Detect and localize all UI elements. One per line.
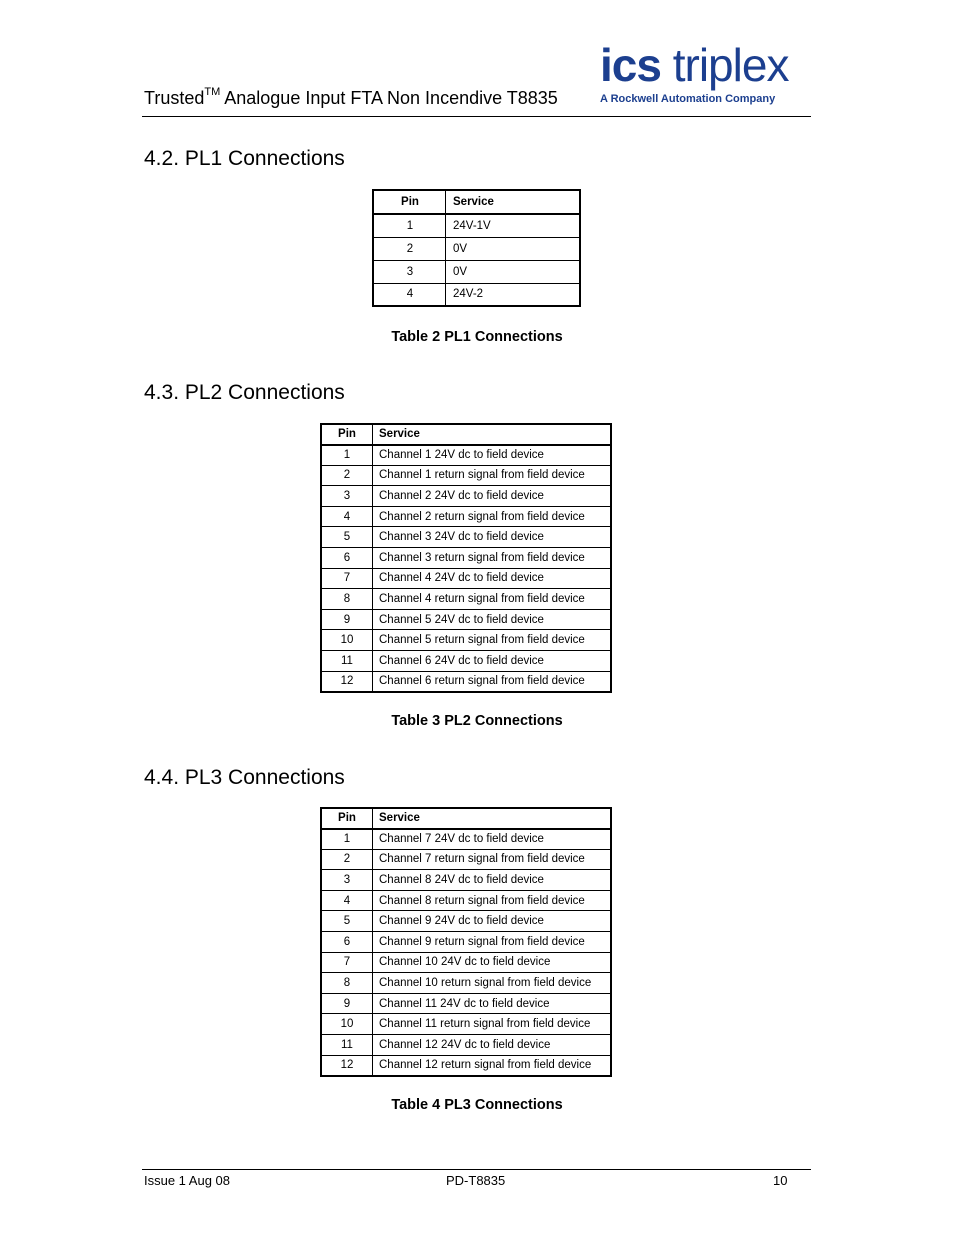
pin-cell: 3	[321, 486, 373, 507]
table-row	[321, 445, 611, 466]
header-divider	[142, 116, 811, 117]
service-cell: Channel 6 24V dc to field device	[373, 651, 612, 672]
logo-bold-text: ics	[600, 39, 661, 91]
table-row	[321, 1014, 611, 1035]
service-cell: Channel 7 24V dc to field device	[373, 829, 612, 850]
pin-cell: 2	[321, 465, 373, 486]
service-cell: Channel 8 24V dc to field device	[373, 870, 612, 891]
pin-cell: 4	[321, 890, 373, 911]
pin-cell: 8	[321, 589, 373, 610]
pin-cell: 1	[321, 445, 373, 466]
table-row	[321, 911, 611, 932]
table-caption-pl3: Table 4 PL3 Connections	[391, 1097, 563, 1113]
service-cell: Channel 12 24V dc to field device	[373, 1035, 612, 1056]
trademark-superscript: TM	[204, 86, 221, 98]
table-header-row	[321, 808, 611, 829]
pin-cell: 9	[321, 993, 373, 1014]
pl3-table-body	[321, 829, 611, 1076]
service-cell: 0V	[446, 237, 581, 260]
pin-cell: 12	[321, 671, 373, 692]
pin-cell: 12	[321, 1055, 373, 1076]
table-header-row	[321, 424, 611, 445]
column-header-pin: Pin	[321, 424, 373, 445]
table-row	[373, 283, 580, 306]
table-header-row	[373, 190, 580, 214]
company-logo	[600, 40, 812, 112]
pl3-connections-table	[320, 807, 612, 1077]
service-cell: Channel 9 24V dc to field device	[373, 911, 612, 932]
table-row	[321, 993, 611, 1014]
column-header-service: Service	[373, 424, 612, 445]
column-header-pin: Pin	[321, 808, 373, 829]
title-rest: Analogue Input FTA Non Incendive T8835	[220, 88, 558, 108]
pin-cell: 3	[321, 870, 373, 891]
footer-document-id: PD-T8835	[446, 1173, 506, 1188]
pl2-connections-table	[320, 423, 612, 693]
pin-cell: 9	[321, 609, 373, 630]
service-cell: 24V-1V	[446, 214, 581, 237]
section-heading-pl3: 4.4. PL3 Connections	[144, 766, 345, 789]
table-row	[321, 589, 611, 610]
column-header-service: Service	[373, 808, 612, 829]
service-cell: Channel 7 return signal from field device	[373, 849, 612, 870]
table-row	[321, 651, 611, 672]
table-row	[321, 1055, 611, 1076]
service-cell: Channel 8 return signal from field device	[373, 890, 612, 911]
table-row	[321, 548, 611, 569]
table-row	[321, 829, 611, 850]
pin-cell: 1	[321, 829, 373, 850]
service-cell: Channel 1 return signal from field device	[373, 465, 612, 486]
table-row	[321, 932, 611, 953]
column-header-pin: Pin	[373, 190, 446, 214]
pin-cell: 5	[321, 527, 373, 548]
service-cell: Channel 10 24V dc to field device	[373, 952, 612, 973]
footer-page-number: 10	[773, 1173, 788, 1188]
table-row	[321, 506, 611, 527]
logo-wordmark	[600, 40, 788, 90]
table-row	[373, 237, 580, 260]
pin-cell: 10	[321, 630, 373, 651]
service-cell: Channel 11 24V dc to field device	[373, 993, 612, 1014]
table-row	[321, 1035, 611, 1056]
table-row	[321, 609, 611, 630]
pl1-connections-table	[372, 189, 581, 307]
pin-cell: 6	[321, 548, 373, 569]
table-row	[373, 214, 580, 237]
table-row	[373, 260, 580, 283]
footer-issue: Issue 1 Aug 08	[144, 1173, 231, 1188]
pl1-table-body	[373, 214, 580, 306]
footer-divider	[142, 1169, 811, 1170]
pin-cell: 5	[321, 911, 373, 932]
service-cell: Channel 1 24V dc to field device	[373, 445, 612, 466]
service-cell: Channel 10 return signal from field device	[373, 973, 612, 994]
service-cell: 24V-2	[446, 283, 581, 306]
pin-cell: 8	[321, 973, 373, 994]
pin-cell: 4	[321, 506, 373, 527]
table-caption-pl2: Table 3 PL2 Connections	[391, 713, 563, 729]
table-row	[321, 630, 611, 651]
service-cell: Channel 12 return signal from field device	[373, 1055, 612, 1076]
table-row	[321, 568, 611, 589]
pin-cell: 3	[373, 260, 446, 283]
service-cell: Channel 3 return signal from field device	[373, 548, 612, 569]
pin-cell: 7	[321, 568, 373, 589]
table-row	[321, 890, 611, 911]
column-header-service: Service	[446, 190, 581, 214]
service-cell: Channel 2 return signal from field device	[373, 506, 612, 527]
table-row	[321, 870, 611, 891]
pin-cell: 10	[321, 1014, 373, 1035]
pin-cell: 2	[321, 849, 373, 870]
table-row	[321, 465, 611, 486]
table-row	[321, 952, 611, 973]
table-row	[321, 486, 611, 507]
pin-cell: 11	[321, 651, 373, 672]
table-caption-pl1: Table 2 PL1 Connections	[391, 329, 563, 345]
service-cell: Channel 2 24V dc to field device	[373, 486, 612, 507]
service-cell: Channel 5 24V dc to field device	[373, 609, 612, 630]
service-cell: Channel 11 return signal from field device	[373, 1014, 612, 1035]
service-cell: Channel 4 return signal from field device	[373, 589, 612, 610]
service-cell: Channel 3 24V dc to field device	[373, 527, 612, 548]
service-cell: Channel 5 return signal from field device	[373, 630, 612, 651]
section-heading-pl2: 4.3. PL2 Connections	[144, 381, 345, 404]
pin-cell: 7	[321, 952, 373, 973]
title-prefix: Trusted	[144, 88, 205, 108]
pin-cell: 2	[373, 237, 446, 260]
pin-cell: 11	[321, 1035, 373, 1056]
table-row	[321, 671, 611, 692]
pl2-table-body	[321, 445, 611, 692]
section-heading-pl1: 4.2. PL1 Connections	[144, 147, 345, 170]
pin-cell: 4	[373, 283, 446, 306]
service-cell: 0V	[446, 260, 581, 283]
table-row	[321, 849, 611, 870]
service-cell: Channel 9 return signal from field device	[373, 932, 612, 953]
logo-light-text: triplex	[660, 39, 789, 91]
table-row	[321, 527, 611, 548]
pin-cell: 1	[373, 214, 446, 237]
service-cell: Channel 6 return signal from field device	[373, 671, 612, 692]
service-cell: Channel 4 24V dc to field device	[373, 568, 612, 589]
logo-tagline: A Rockwell Automation Company	[600, 93, 776, 105]
table-row	[321, 973, 611, 994]
pin-cell: 6	[321, 932, 373, 953]
document-title	[144, 88, 558, 109]
